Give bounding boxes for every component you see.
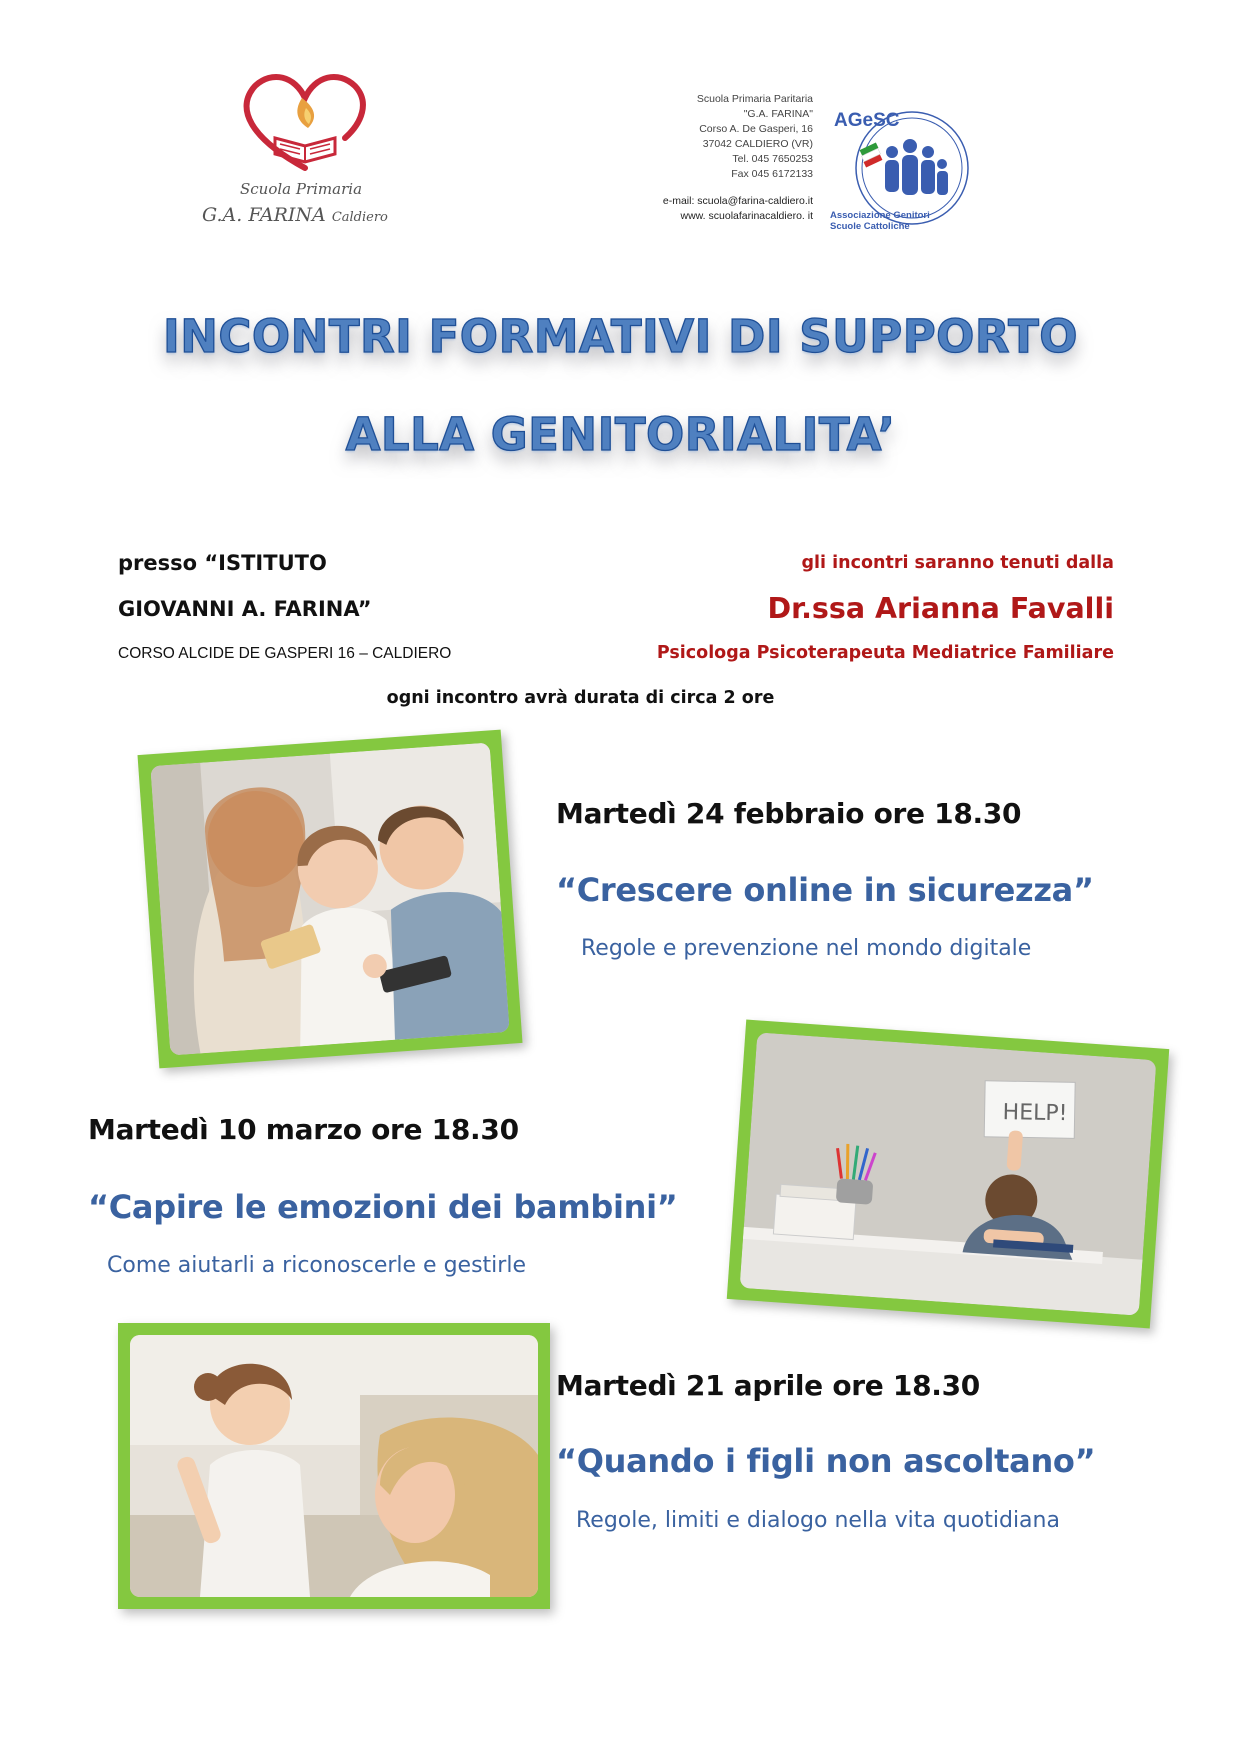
contact-fax: Fax 045 6172133 [731,168,813,180]
agesc-assoc-line2: Scuole Cattoliche [830,221,910,232]
speaker-intro: gli incontri saranno tenuti dalla [801,553,1114,573]
contact-city: 37042 CALDIERO (VR) [702,138,813,150]
page-title-line2: ALLA GENITORIALITA’ [345,408,896,461]
event2-subtitle: Come aiutarli a riconoscerle e gestirle [107,1253,526,1278]
event1-photo [137,730,522,1069]
contact-address: Corso A. De Gasperi, 16 [699,123,813,135]
event2-date: Martedì 10 marzo ore 18.30 [88,1113,519,1146]
event1-title: “Crescere online in sicurezza” [556,871,1094,909]
agesc-assoc [830,210,930,232]
contact-school: Scuola Primaria Paritaria [696,93,813,105]
contact-website[interactable]: www. scuolafarinacaldiero. it [680,210,813,222]
speaker-role: Psicologa Psicoterapeuta Mediatrice Familiare [656,643,1114,663]
help-sign-text: HELP! [1002,1100,1068,1127]
mother-and-child-image [130,1335,538,1597]
child-help-sign-image [740,1032,1157,1315]
duration-note: ogni incontro avrà durata di circa 2 ore [386,688,775,708]
event2-photo [727,1020,1169,1329]
event3-photo [118,1323,550,1609]
children-with-phones-image [150,742,509,1055]
contact-tel: Tel. 045 7650253 [732,153,813,165]
school-logo-caption: Scuola Primaria [240,180,363,198]
speaker-name: Dr.ssa Arianna Favalli [767,592,1114,625]
page-title-line1: INCONTRI FORMATIVI DI SUPPORTO [162,310,1079,363]
school-logo-place: Caldiero [331,210,388,225]
venue-line1: presso “ISTITUTO [118,551,327,575]
event3-title: “Quando i figli non ascoltano” [556,1442,1096,1480]
contact-email[interactable]: e-mail: scuola@farina-caldiero.it [662,195,813,207]
agesc-logo [830,106,990,246]
contact-block [553,92,813,224]
event1-date: Martedì 24 febbraio ore 18.30 [556,797,1022,830]
venue-address: CORSO ALCIDE DE GASPERI 16 – CALDIERO [118,645,452,662]
event2-title: “Capire le emozioni dei bambini” [88,1188,678,1226]
school-logo-name-text: G.A. FARINA [202,204,326,226]
agesc-assoc-line1: Associazione Genitori [830,210,930,221]
venue-line2: GIOVANNI A. FARINA” [118,597,372,621]
event3-date: Martedì 21 aprile ore 18.30 [556,1369,980,1402]
contact-name: "G.A. FARINA" [743,108,813,120]
heart-book-icon [230,68,380,178]
school-logo-name [202,204,442,226]
school-logo [190,68,430,238]
event1-subtitle: Regole e prevenzione nel mondo digitale [581,936,1032,961]
agesc-name: AGeSC [834,110,900,131]
event3-subtitle: Regole, limiti e dialogo nella vita quotidiana [576,1508,1060,1533]
